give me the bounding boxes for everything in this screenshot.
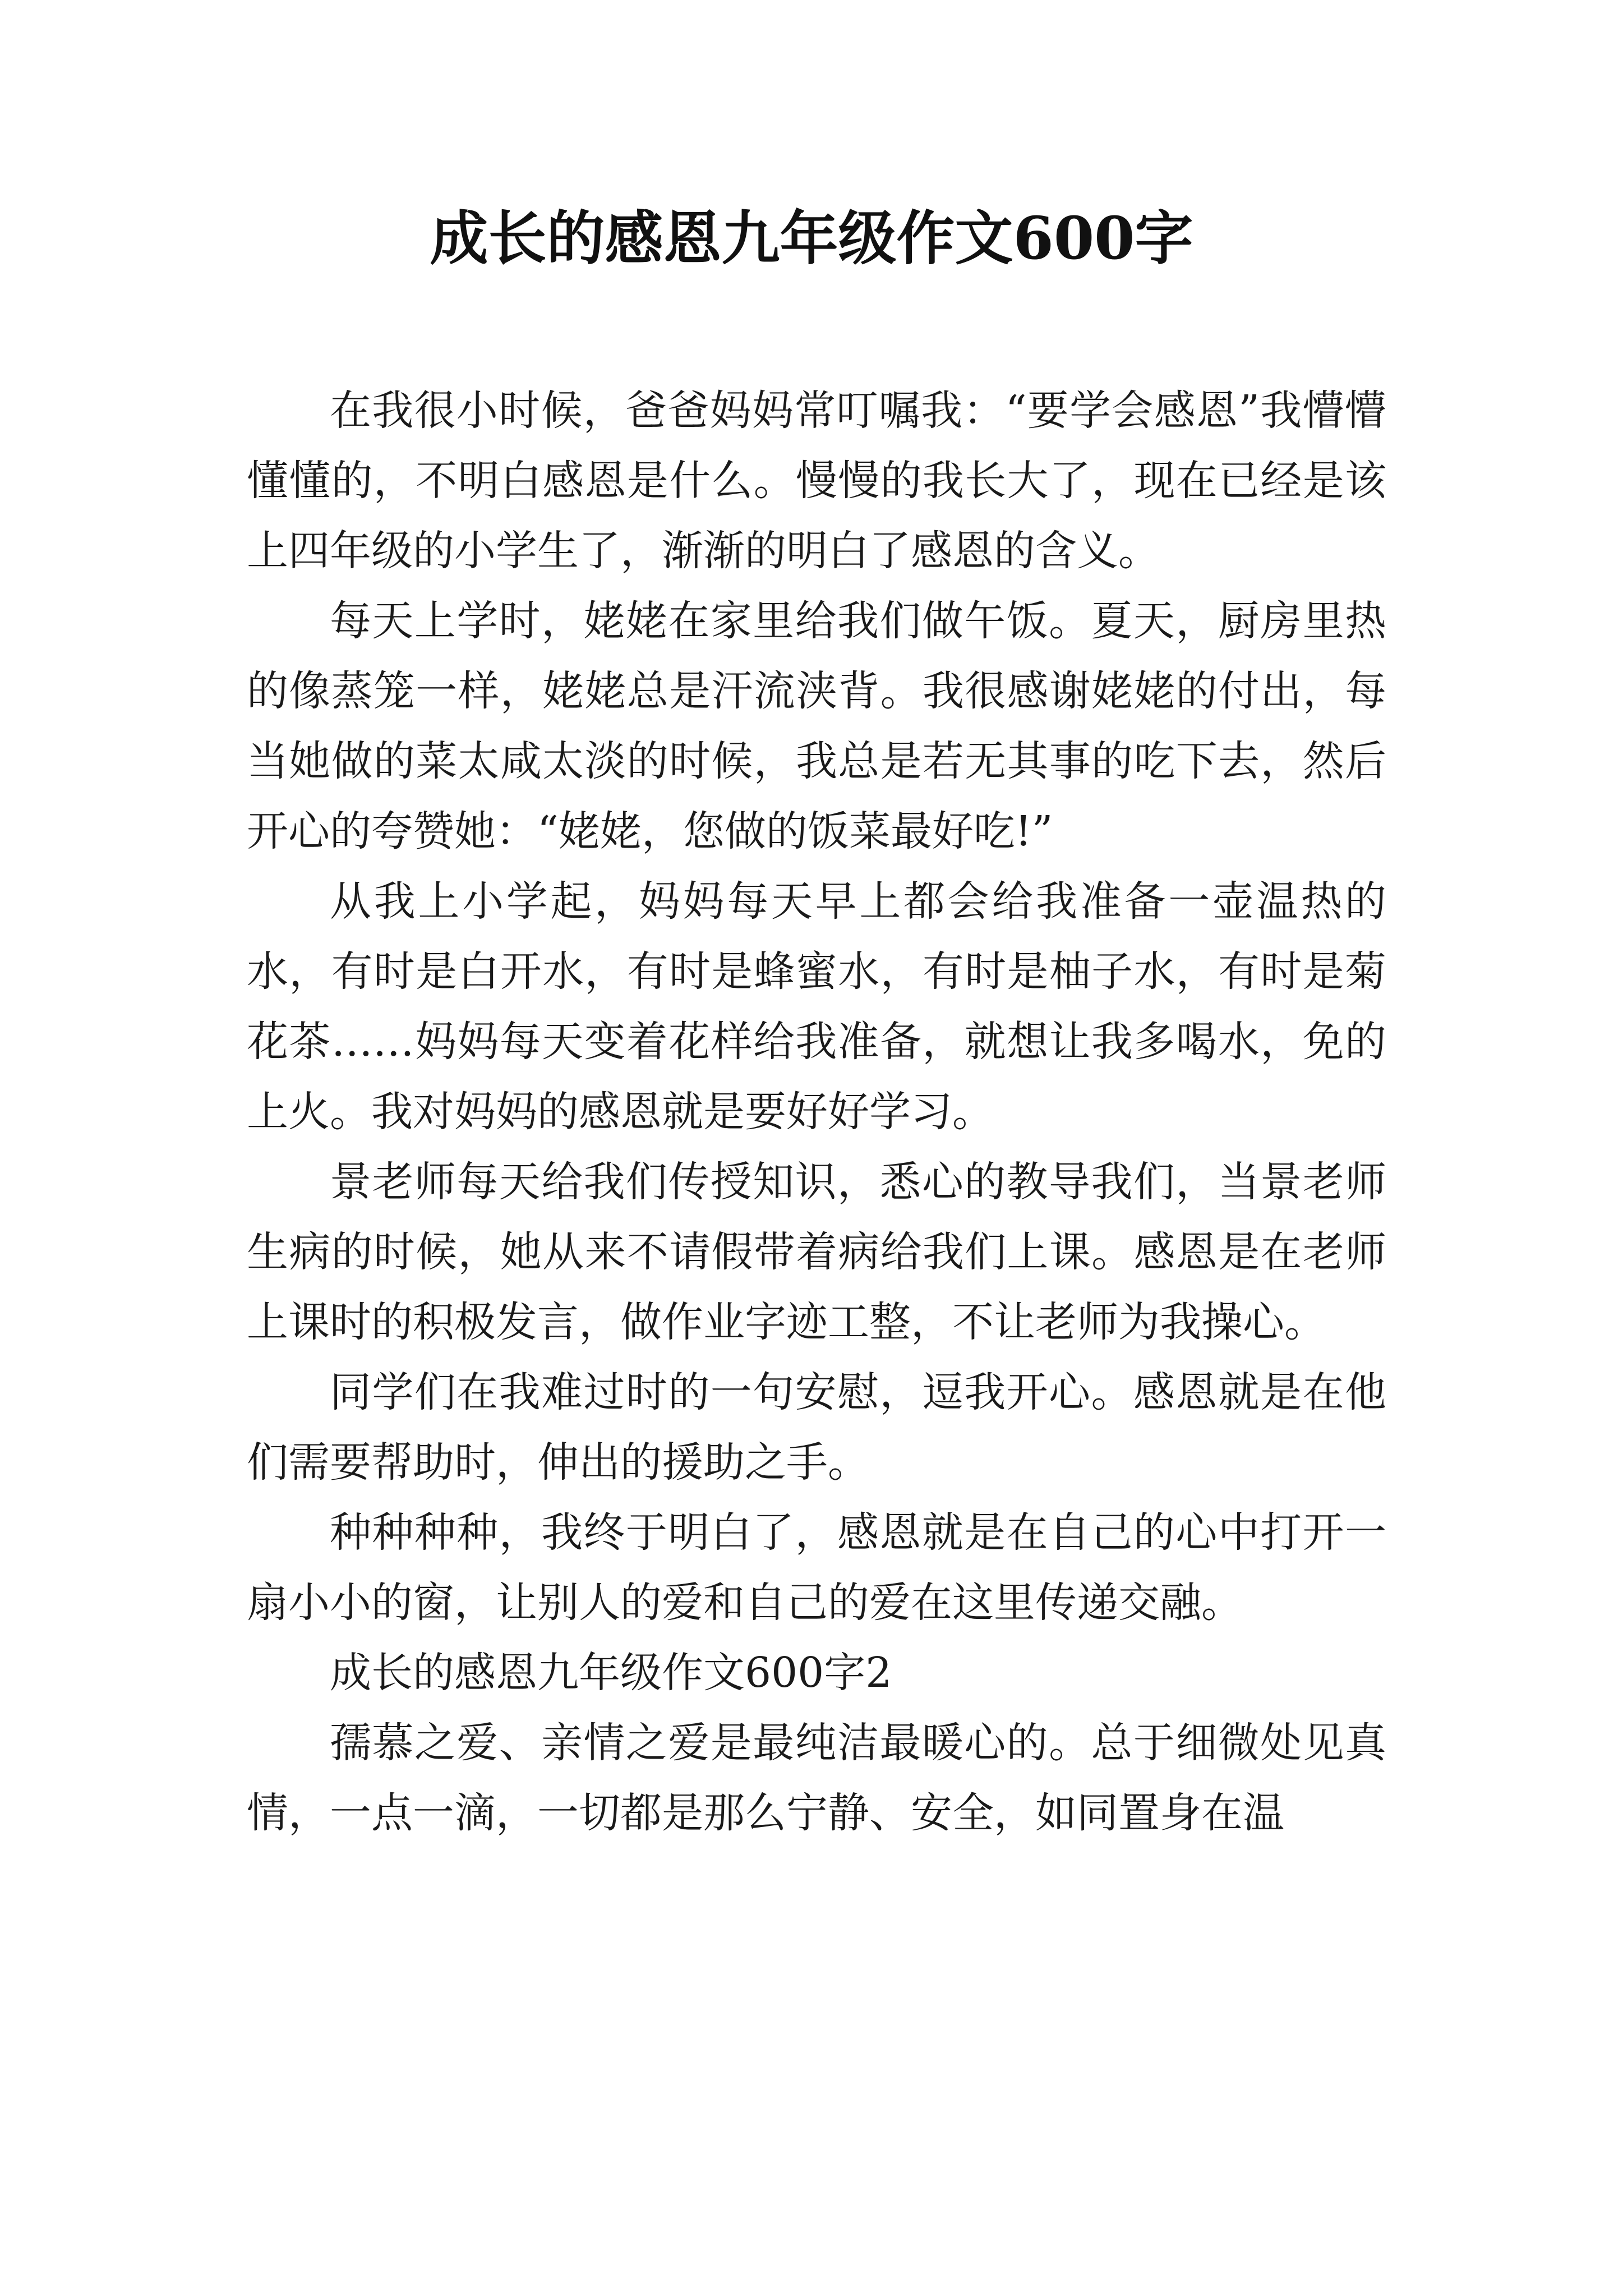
paragraph: 从我上小学起，妈妈每天早上都会给我准备一壶温热的水，有时是白开水，有时是蜂蜜水，有时是柚子水，有时是菊花茶……妈妈每天变着花样给我准备，就想让我多喝水，免的上火。我对妈妈的感恩就是要好好学习。 [247, 877, 1386, 1136]
document-title: 成长的感恩九年级作文600字 [430, 204, 1193, 273]
paragraph: 在我很小时候，爸爸妈妈常叮嘱我：“要学会感恩”我懵懵懂懂的，不明白感恩是什么。慢慢的我长大了，现在已经是该上四年级的小学生了，渐渐的明白了感恩的含义。 [247, 386, 1386, 575]
document-body [247, 376, 1386, 1848]
section-heading: 成长的感恩九年级作文600字2 [330, 1649, 892, 1697]
paragraph: 孺慕之爱、亲情之爱是最纯洁最暖心的。总于细微处见真情，一点一滴，一切都是那么宁静、安全，如同置身在温 [247, 1719, 1386, 1837]
paragraph: 景老师每天给我们传授知识，悉心的教导我们，当景老师生病的时候，她从来不请假带着病给我们上课。感恩是在老师上课时的积极发言，做作业字迹工整，不让老师为我操心。 [247, 1158, 1386, 1346]
paragraph: 种种种种，我终于明白了，感恩就是在自己的心中打开一扇小小的窗，让别人的爱和自己的爱在这里传递交融。 [247, 1508, 1386, 1627]
paragraph: 同学们在我难过时的一句安慰，逗我开心。感恩就是在他们需要帮助时，伸出的援助之手。 [247, 1368, 1386, 1487]
paragraph: 每天上学时，姥姥在家里给我们做午饭。夏天，厨房里热的像蒸笼一样，姥姥总是汗流浃背。我很感谢姥姥的付出，每当她做的菜太咸太淡的时候，我总是若无其事的吃下去，然后开心的夸赞她：“姥姥，您做的饭菜最好吃!” [247, 597, 1386, 855]
